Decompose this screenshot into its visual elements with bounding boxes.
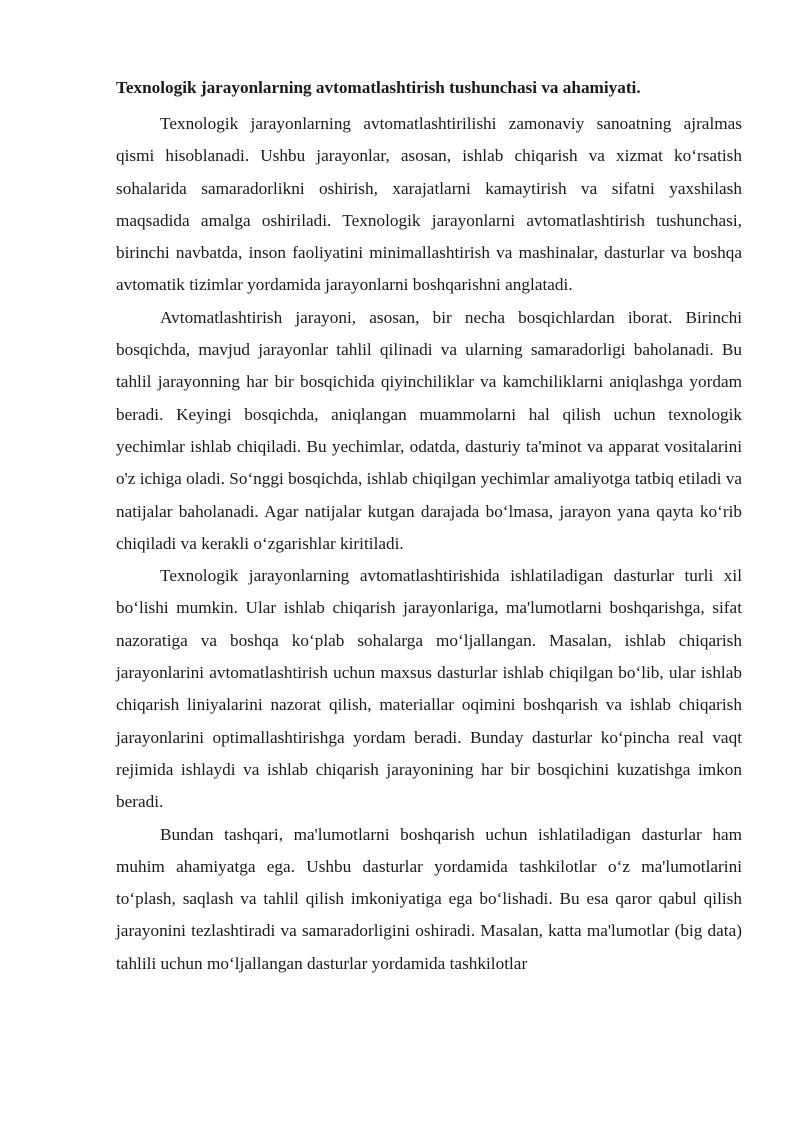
paragraph-4: Bundan tashqari, ma'lumotlarni boshqarish uchun ishlatiladigan dasturlar ham muhim ahamiyatga ega. Ushbu dasturlar yordamida tashkilotlar o‘z ma'lumotlarini to‘plash, saqlash va tahlil qilish imkoniyatiga ega bo‘lishadi. Bu esa qaror qabul qilish jarayonini tezlashtiradi va samaradorligini oshiradi. Masalan, katta ma'lumotlar (big data) tahlili uchun mo‘ljallangan dasturlar yordamida tashkilotlar xyxy=(116,824,742,973)
document-title: Texnologik jarayonlarning avtomatlashtirish tushunchasi va ahamiyati. xyxy=(116,78,641,97)
document-body xyxy=(116,74,742,980)
paragraph-1: Texnologik jarayonlarning avtomatlashtirilishi zamonaviy sanoatning ajralmas qismi hisoblanadi. Ushbu jarayonlar, asosan, ishlab chiqarish va xizmat ko‘rsatish sohalarida samaradorlikni oshirish, xarajatlarni kamaytirish va sifatni yaxshilash maqsadida amalga oshiriladi. Texnologik jarayonlarni avtomatlashtirish tushunchasi, birinchi navbatda, inson faoliyatini minimallashtirish va mashinalar, dasturlar va boshqa avtomatik tizimlar yordamida jarayonlarni boshqarishni anglatadi. xyxy=(116,114,742,295)
paragraph-3: Texnologik jarayonlarning avtomatlashtirishida ishlatiladigan dasturlar turli xil bo‘lishi mumkin. Ular ishlab chiqarish jarayonlariga, ma'lumotlarni boshqarishga, sifat nazoratiga va boshqa ko‘plab sohalarga mo‘ljallangan. Masalan, ishlab chiqarish jarayonlarini avtomatlashtirish uchun maxsus dasturlar ishlab chiqilgan bo‘lib, ular ishlab chiqarish liniyalarini nazorat qilish, materiallar oqimini boshqarish va ishlab chiqarish jarayonlarini optimallashtirishga yordam beradi. Bunday dasturlar ko‘pincha real vaqt rejimida ishlaydi va ishlab chiqarish jarayonining har bir bosqichini kuzatishga imkon beradi. xyxy=(116,566,742,812)
paragraph-2: Avtomatlashtirish jarayoni, asosan, bir necha bosqichlardan iborat. Birinchi bosqichda, mavjud jarayonlar tahlil qilinadi va ularning samaradorligi baholanadi. Bu tahlil jarayonning har bir bosqichida qiyinchiliklar va kamchiliklarni aniqlashga yordam beradi. Keyingi bosqichda, aniqlangan muammolarni hal qilish uchun texnologik yechimlar ishlab chiqiladi. Bu yechimlar, odatda, dasturiy ta'minot va apparat vositalarini o'z ichiga oladi. So‘nggi bosqichda, ishlab chiqilgan yechimlar amaliyotga tatbiq etiladi va natijalar baholanadi. Agar natijalar kutgan darajada bo‘lmasa, jarayon yana qayta ko‘rib chiqiladi va kerakli o‘zgarishlar kiritiladi. xyxy=(116,307,742,553)
